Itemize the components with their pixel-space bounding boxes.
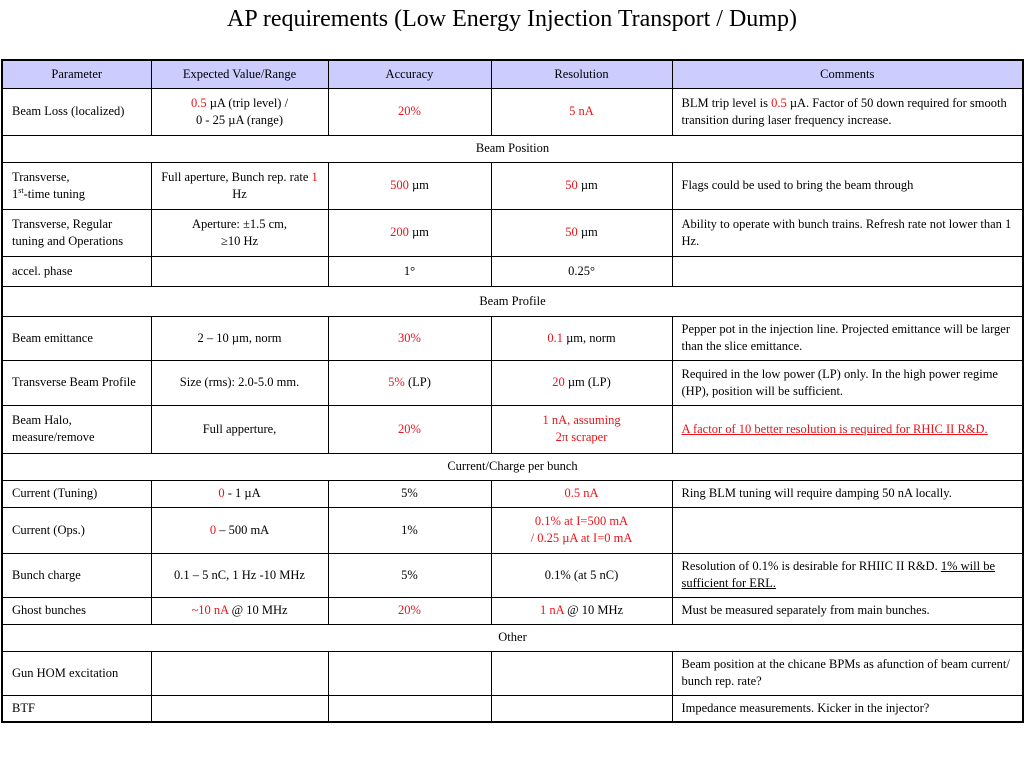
comment-cell [672,507,1023,553]
param-cell: Beam Halo, measure/remove [2,405,151,453]
comment-cell: Pepper pot in the injection line. Projected emittance will be larger than the slice emittance. [672,316,1023,360]
resolution-text: µm, norm [562,330,616,345]
resolution-text: 1 nA, assuming [542,413,621,427]
section-title: Beam Position [2,135,1023,162]
accuracy-cell: 20% [328,597,491,624]
param-cell: Current (Ops.) [2,507,151,553]
expected-cell [151,597,328,624]
expected-red: ~10 nA [191,603,229,617]
resolution-cell: 5 nA [491,88,672,135]
resolution-text: 0.1% at I=500 mA [534,514,629,528]
section-title: Current/Charge per bunch [2,453,1023,480]
expected-text: Hz [232,186,247,201]
section-row [2,624,1023,651]
expected-cell [151,88,328,135]
table-row [2,553,1023,597]
accuracy-text: µm [408,225,429,239]
expected-text: ≥10 Hz [220,233,259,248]
comment-text: µA. Factor of 50 down required for smooth transition during laser frequency increase. [681,95,1007,127]
comment-text: BLM trip level is [681,95,772,110]
section-row [2,286,1023,316]
comment-cell: Ring BLM tuning will require damping 50 nA locally. [672,480,1023,507]
comment-cell [672,256,1023,286]
param-cell: Current (Tuning) [2,480,151,507]
resolution-cell [491,162,672,209]
param-text: 1 [12,186,19,201]
resolution-cell [491,507,672,553]
resolution-cell [491,695,672,722]
resolution-cell: 0.5 nA [491,480,672,507]
expected-cell [151,209,328,256]
accuracy-cell: 20% [328,405,491,453]
header-expected: Expected Value/Range [151,60,328,88]
requirements-table [1,59,1024,723]
accuracy-cell: 20% [328,88,491,135]
comment-cell: A factor of 10 better resolution is required for RHIC II R&D. [672,405,1023,453]
resolution-cell [491,316,672,360]
accuracy-cell: 30% [328,316,491,360]
expected-text: – 500 mA [216,522,270,537]
header-resolution: Resolution [491,60,672,88]
expected-red: 0.5 [190,95,207,110]
accuracy-cell: 1° [328,256,491,286]
table-row [2,480,1023,507]
expected-cell [151,162,328,209]
resolution-text: µm [577,225,598,239]
accuracy-cell: 5% [328,553,491,597]
param-cell: Ghost bunches [2,597,151,624]
expected-cell: 2 – 10 µm, norm [151,316,328,360]
expected-red: 0 [218,486,225,500]
expected-cell: Size (rms): 2.0-5.0 mm. [151,360,328,405]
accuracy-cell [328,209,491,256]
expected-text: µA (trip level) / [206,95,289,110]
accuracy-cell [328,695,491,722]
accuracy-cell: 5% [328,480,491,507]
table-row [2,360,1023,405]
param-cell: Beam Loss (localized) [2,88,151,135]
resolution-text: µm (LP) [564,375,611,389]
table-row [2,405,1023,453]
resolution-red: 0.1 [547,330,563,345]
comment-cell: Must be measured separately from main bunches. [672,597,1023,624]
table-row [2,162,1023,209]
table-row [2,507,1023,553]
comment-cell [672,553,1023,597]
accuracy-text: µm [408,178,429,192]
resolution-cell [491,209,672,256]
expected-red: 0 [209,522,217,537]
resolution-red: 1 nA [539,603,564,617]
expected-cell [151,651,328,695]
resolution-text: 2π scraper [555,430,608,444]
expected-red: 1 [311,169,318,184]
expected-text: 0 - 25 µA (range) [195,112,284,127]
comment-red: 0.5 [771,95,787,110]
accuracy-red: 5% [388,375,405,389]
table-row [2,256,1023,286]
table-row [2,316,1023,360]
table-row [2,695,1023,722]
accuracy-red: 200 [390,225,409,239]
header-parameter: Parameter [2,60,151,88]
resolution-red: 20 [552,375,565,389]
section-row [2,135,1023,162]
resolution-cell: 0.25° [491,256,672,286]
comment-cell: Beam position at the chicane BPMs as afunction of beam current/ bunch rep. rate? [672,651,1023,695]
resolution-cell [491,651,672,695]
expected-text: Aperture: ±1.5 cm, [191,216,288,231]
expected-cell: Full apperture, [151,405,328,453]
table-row [2,209,1023,256]
comment-text: Resolution of 0.1% is desirable for RHIIC II R&D. [681,559,941,573]
expected-text: - 1 µA [224,486,261,500]
resolution-text: / 0.25 µA at I=0 mA [530,531,633,545]
page-title: AP requirements (Low Energy Injection Transport / Dump) [227,6,797,32]
resolution-cell: 0.1% (at 5 nC) [491,553,672,597]
resolution-cell [491,360,672,405]
param-cell: Transverse Beam Profile [2,360,151,405]
expected-cell [151,480,328,507]
param-cell: Beam emittance [2,316,151,360]
resolution-cell [491,405,672,453]
expected-text: Full aperture, Bunch rep. rate [161,169,312,184]
param-cell: BTF [2,695,151,722]
header-accuracy: Accuracy [328,60,491,88]
param-text: -time tuning [23,186,86,201]
comment-cell: Required in the low power (LP) only. In the high power regime (HP), position will be sufficient. [672,360,1023,405]
comment-cell: Flags could be used to bring the beam through [672,162,1023,209]
table-row [2,651,1023,695]
comment-cell: Impedance measurements. Kicker in the injector? [672,695,1023,722]
accuracy-cell [328,360,491,405]
expected-cell [151,256,328,286]
section-row [2,453,1023,480]
accuracy-cell: 1% [328,507,491,553]
param-cell: accel. phase [2,256,151,286]
comment-cell [672,88,1023,135]
header-comments: Comments [672,60,1023,88]
param-text: Transverse, [12,169,70,184]
table-row [2,597,1023,624]
accuracy-text: (LP) [404,375,431,389]
comment-underlined: 1% will be sufficient for ERL. [681,559,996,590]
accuracy-red: 500 [390,178,409,192]
expected-cell: 0.1 – 5 nC, 1 Hz -10 MHz [151,553,328,597]
section-title: Beam Profile [2,286,1023,316]
expected-text: @ 10 MHz [228,603,288,617]
section-title: Other [2,624,1023,651]
expected-cell [151,507,328,553]
header-row [2,60,1023,88]
resolution-red: 50 [565,178,578,192]
resolution-text: @ 10 MHz [563,603,624,617]
param-cell: Bunch charge [2,553,151,597]
resolution-cell [491,597,672,624]
accuracy-cell [328,162,491,209]
comment-cell: Ability to operate with bunch trains. Refresh rate not lower than 1 Hz. [672,209,1023,256]
resolution-red: 50 [565,225,578,239]
param-cell: Transverse, Regular tuning and Operations [2,209,151,256]
param-cell: Gun HOM excitation [2,651,151,695]
accuracy-cell [328,651,491,695]
table-row [2,88,1023,135]
param-cell [2,162,151,209]
expected-cell [151,695,328,722]
resolution-text: µm [577,178,598,192]
param-sup: st [18,185,24,195]
